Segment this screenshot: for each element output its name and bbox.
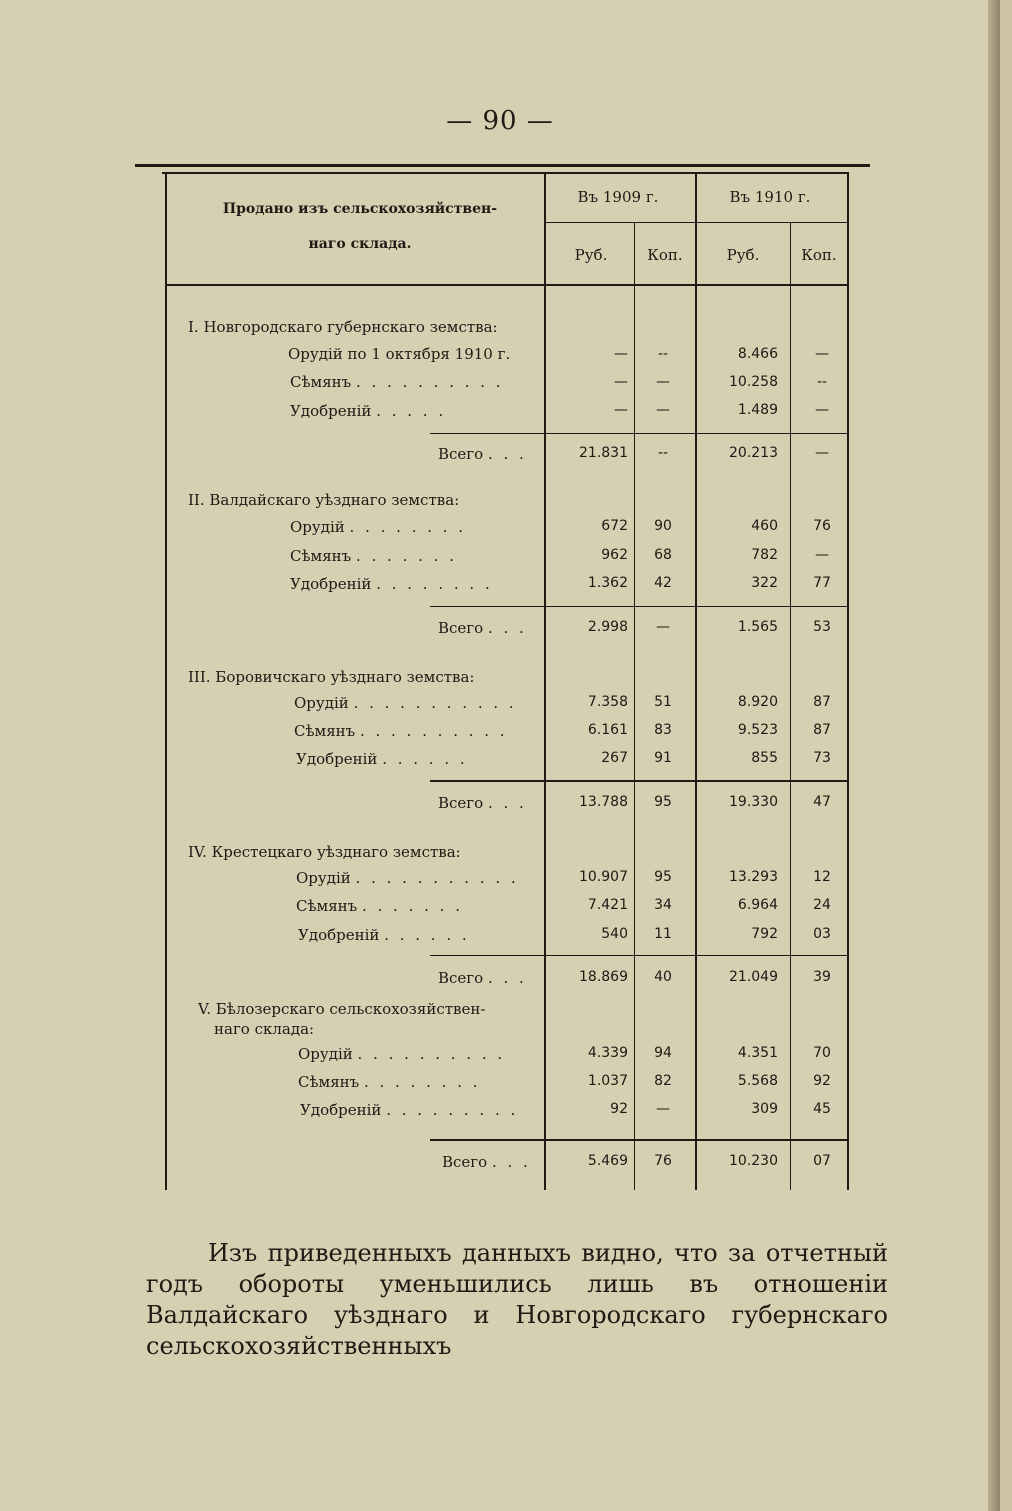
total-label-text: Всего xyxy=(438,445,484,463)
cell-rub-1910: 6.964 xyxy=(737,897,778,913)
column-divider-years xyxy=(695,172,697,1190)
total-rub-1909: 5.469 xyxy=(587,1153,628,1169)
row-label-text: Сѣмянъ xyxy=(298,1073,360,1091)
cell-rub-1909: 1.362 xyxy=(587,575,628,591)
cell-rub-1910: 309 xyxy=(751,1101,778,1117)
cell-kop-1910: -- xyxy=(816,374,828,390)
leader-dots: . . . . . . . xyxy=(355,547,457,565)
cell-kop-1910: 12 xyxy=(813,869,831,885)
cell-rub-1910: 855 xyxy=(751,750,778,766)
cell-kop-1909: 51 xyxy=(654,694,672,710)
row-label xyxy=(290,547,457,565)
column-divider-1909-kop xyxy=(634,222,635,1190)
page-edge xyxy=(988,0,1000,1511)
total-label-text: Всего xyxy=(442,1153,488,1171)
cell-rub-1909: — xyxy=(614,346,628,362)
leader-dots: . . . . . . . . . . xyxy=(357,1045,506,1063)
total-kop-1909: 76 xyxy=(654,1153,672,1169)
cell-rub-1909: — xyxy=(614,374,628,390)
cell-kop-1910: — xyxy=(815,547,829,563)
total-label xyxy=(438,794,527,812)
header-bottom-rule xyxy=(165,284,848,286)
cell-kop-1909: 34 xyxy=(654,897,672,913)
cell-rub-1910: 8.466 xyxy=(737,346,778,362)
row-label-text: Удобреній xyxy=(298,926,380,944)
leader-dots: . . . . . . . . xyxy=(349,518,467,536)
cell-kop-1909: 68 xyxy=(654,547,672,563)
cell-rub-1910: 792 xyxy=(751,926,778,942)
cell-rub-1909: 10.907 xyxy=(579,869,628,885)
total-kop-1909: 40 xyxy=(654,969,672,985)
total-rub-1909: 21.831 xyxy=(579,445,628,461)
row-label xyxy=(294,722,508,740)
cell-kop-1909: 95 xyxy=(654,869,672,885)
cell-kop-1910: 03 xyxy=(813,926,831,942)
header-kop-1910: Коп. xyxy=(801,246,837,264)
total-rub-1909: 13.788 xyxy=(579,794,628,810)
leader-dots: . . . . . . xyxy=(384,926,470,944)
table-top-rule xyxy=(135,164,870,167)
header-item-title: Продано изъ сельскохозяйствен- xyxy=(222,201,498,217)
row-label xyxy=(290,373,504,391)
cell-rub-1909: 6.161 xyxy=(587,722,628,738)
row-label xyxy=(290,575,493,593)
header-rub-1910: Руб. xyxy=(726,246,760,264)
cell-rub-1909: 7.421 xyxy=(587,897,628,913)
row-label-text: Орудій xyxy=(298,1045,353,1063)
header-year-1909: Въ 1909 г. xyxy=(577,188,659,206)
leader-dots: . . . xyxy=(491,1153,531,1171)
cell-rub-1910: 10.258 xyxy=(729,374,778,390)
cell-rub-1909: 7.358 xyxy=(587,694,628,710)
cell-rub-1910: 5.568 xyxy=(737,1073,778,1089)
total-kop-1909: — xyxy=(656,619,670,635)
cell-rub-1909: 267 xyxy=(601,750,628,766)
leader-dots: . . . . . . . xyxy=(361,897,463,915)
cell-kop-1909: -- xyxy=(657,346,669,362)
cell-kop-1910: — xyxy=(815,346,829,362)
cell-rub-1910: 782 xyxy=(751,547,778,563)
total-rule-3 xyxy=(430,780,848,782)
cell-kop-1909: 94 xyxy=(654,1045,672,1061)
total-rule-4 xyxy=(430,955,848,956)
row-label xyxy=(298,1073,481,1091)
leader-dots: . . . . . . . . xyxy=(376,575,493,593)
section-title: I. Новгородскаго губернскаго земства: xyxy=(188,318,498,336)
cell-kop-1909: 11 xyxy=(654,926,672,942)
leader-dots: . . . . . . xyxy=(382,750,468,768)
header-item-title-2: наго склада. xyxy=(308,236,412,252)
table-left-border xyxy=(165,172,167,1190)
body-paragraph: Изъ приведенныхъ данныхъ видно, что за отчетный годъ обороты уменьшились лишь въ отношеніи Валдайскаго уѣзднаго и Новгородскаго губернскаго сельскохозяйственныхъ xyxy=(146,1239,888,1360)
row-label-text: Удобреній xyxy=(296,750,378,768)
total-rub-1910: 21.049 xyxy=(729,969,778,985)
row-label xyxy=(296,750,468,768)
cell-rub-1910: 322 xyxy=(751,575,778,591)
section-title: II. Валдайскаго уѣзднаго земства: xyxy=(188,491,460,509)
cell-rub-1910: 1.489 xyxy=(737,402,778,418)
header-kop-1909: Коп. xyxy=(647,246,683,264)
total-label-text: Всего xyxy=(438,969,484,987)
leader-dots: . . . xyxy=(487,445,527,463)
cell-kop-1910: — xyxy=(815,402,829,418)
row-label-text: Орудій по 1 октября 1910 г. xyxy=(288,345,511,363)
total-rule-2 xyxy=(430,606,848,607)
cell-rub-1909: 1.037 xyxy=(587,1073,628,1089)
cell-rub-1909: — xyxy=(614,402,628,418)
cell-kop-1910: 70 xyxy=(813,1045,831,1061)
row-label xyxy=(298,926,470,944)
total-kop-1909: 95 xyxy=(654,794,672,810)
cell-rub-1910: 13.293 xyxy=(729,869,778,885)
total-rub-1910: 1.565 xyxy=(737,619,778,635)
cell-rub-1910: 9.523 xyxy=(737,722,778,738)
total-kop-1909: -- xyxy=(657,445,669,461)
row-label-text: Удобреній xyxy=(300,1101,382,1119)
table-top-rule-2 xyxy=(162,172,848,174)
total-kop-1910: 07 xyxy=(813,1153,831,1169)
cell-rub-1909: 672 xyxy=(601,518,628,534)
total-kop-1910: — xyxy=(815,445,829,461)
row-label-text: Сѣмянъ xyxy=(294,722,356,740)
cell-rub-1910: 8.920 xyxy=(737,694,778,710)
leader-dots: . . . . . xyxy=(376,402,447,420)
cell-kop-1910: 76 xyxy=(813,518,831,534)
row-label xyxy=(298,1045,505,1063)
total-label xyxy=(438,445,527,463)
leader-dots: . . . . . . . . . . . xyxy=(353,694,517,712)
cell-kop-1909: 91 xyxy=(654,750,672,766)
total-rub-1909: 18.869 xyxy=(579,969,628,985)
row-label-text: Удобреній xyxy=(290,402,372,420)
section-title: III. Боровичскаго уѣзднаго земства: xyxy=(188,668,475,686)
total-label xyxy=(442,1153,531,1171)
leader-dots: . . . . . . . . . . xyxy=(355,373,504,391)
cell-kop-1910: 92 xyxy=(813,1073,831,1089)
row-label-text: Сѣмянъ xyxy=(290,547,352,565)
leader-dots: . . . . . . . . . . xyxy=(359,722,508,740)
table-right-border xyxy=(847,172,849,1190)
row-label-text: Орудій xyxy=(296,869,351,887)
total-kop-1910: 53 xyxy=(813,619,831,635)
total-kop-1910: 47 xyxy=(813,794,831,810)
section-title: IV. Крестецкаго уѣзднаго земства: xyxy=(188,843,461,861)
row-label-text: Орудій xyxy=(290,518,345,536)
cell-kop-1910: 87 xyxy=(813,722,831,738)
total-rule-1 xyxy=(430,433,848,434)
row-label xyxy=(296,897,463,915)
cell-rub-1910: 4.351 xyxy=(737,1045,778,1061)
total-label xyxy=(438,969,527,987)
row-label xyxy=(288,345,510,363)
cell-kop-1910: 45 xyxy=(813,1101,831,1117)
row-label xyxy=(300,1101,518,1119)
cell-kop-1910: 24 xyxy=(813,897,831,913)
column-divider-label xyxy=(544,172,546,1190)
row-label xyxy=(290,518,466,536)
column-divider-1910-kop xyxy=(790,222,791,1190)
header-year-1910: Въ 1910 г. xyxy=(729,188,811,206)
total-rule-5 xyxy=(430,1139,848,1141)
row-label-text: Сѣмянъ xyxy=(296,897,358,915)
cell-kop-1910: 87 xyxy=(813,694,831,710)
page-number: — 90 — xyxy=(446,106,554,136)
row-label-text: Орудій xyxy=(294,694,349,712)
row-label-text: Удобреній xyxy=(290,575,372,593)
leader-dots: . . . xyxy=(487,619,527,637)
leader-dots: . . . xyxy=(487,969,527,987)
cell-kop-1909: — xyxy=(656,402,670,418)
total-rub-1909: 2.998 xyxy=(587,619,628,635)
cell-kop-1909: 83 xyxy=(654,722,672,738)
total-label xyxy=(438,619,527,637)
total-label-text: Всего xyxy=(438,794,484,812)
cell-rub-1909: 4.339 xyxy=(587,1045,628,1061)
total-kop-1910: 39 xyxy=(813,969,831,985)
row-label xyxy=(294,694,517,712)
cell-kop-1909: — xyxy=(656,1101,670,1117)
cell-rub-1909: 540 xyxy=(601,926,628,942)
total-rub-1910: 20.213 xyxy=(729,445,778,461)
cell-rub-1909: 92 xyxy=(610,1101,628,1117)
cell-kop-1910: 77 xyxy=(813,575,831,591)
total-label-text: Всего xyxy=(438,619,484,637)
cell-kop-1909: 42 xyxy=(654,575,672,591)
header-rub-1909: Руб. xyxy=(574,246,608,264)
cell-rub-1910: 460 xyxy=(751,518,778,534)
cell-kop-1910: 73 xyxy=(813,750,831,766)
leader-dots: . . . xyxy=(487,794,527,812)
leader-dots: . . . . . . . . xyxy=(363,1073,481,1091)
cell-rub-1909: 962 xyxy=(601,547,628,563)
cell-kop-1909: 82 xyxy=(654,1073,672,1089)
row-label xyxy=(290,402,446,420)
section-title: V. Бѣлозерскаго сельскохозяйствен- xyxy=(198,1000,486,1018)
section-title-continued: наго склада: xyxy=(214,1020,315,1038)
row-label xyxy=(296,869,519,887)
leader-dots: . . . . . . . . . xyxy=(386,1101,519,1119)
total-rub-1910: 10.230 xyxy=(729,1153,778,1169)
leader-dots: . . . . . . . . . . . xyxy=(355,869,519,887)
cell-kop-1909: 90 xyxy=(654,518,672,534)
total-rub-1910: 19.330 xyxy=(729,794,778,810)
row-label-text: Сѣмянъ xyxy=(290,373,352,391)
cell-kop-1909: — xyxy=(656,374,670,390)
